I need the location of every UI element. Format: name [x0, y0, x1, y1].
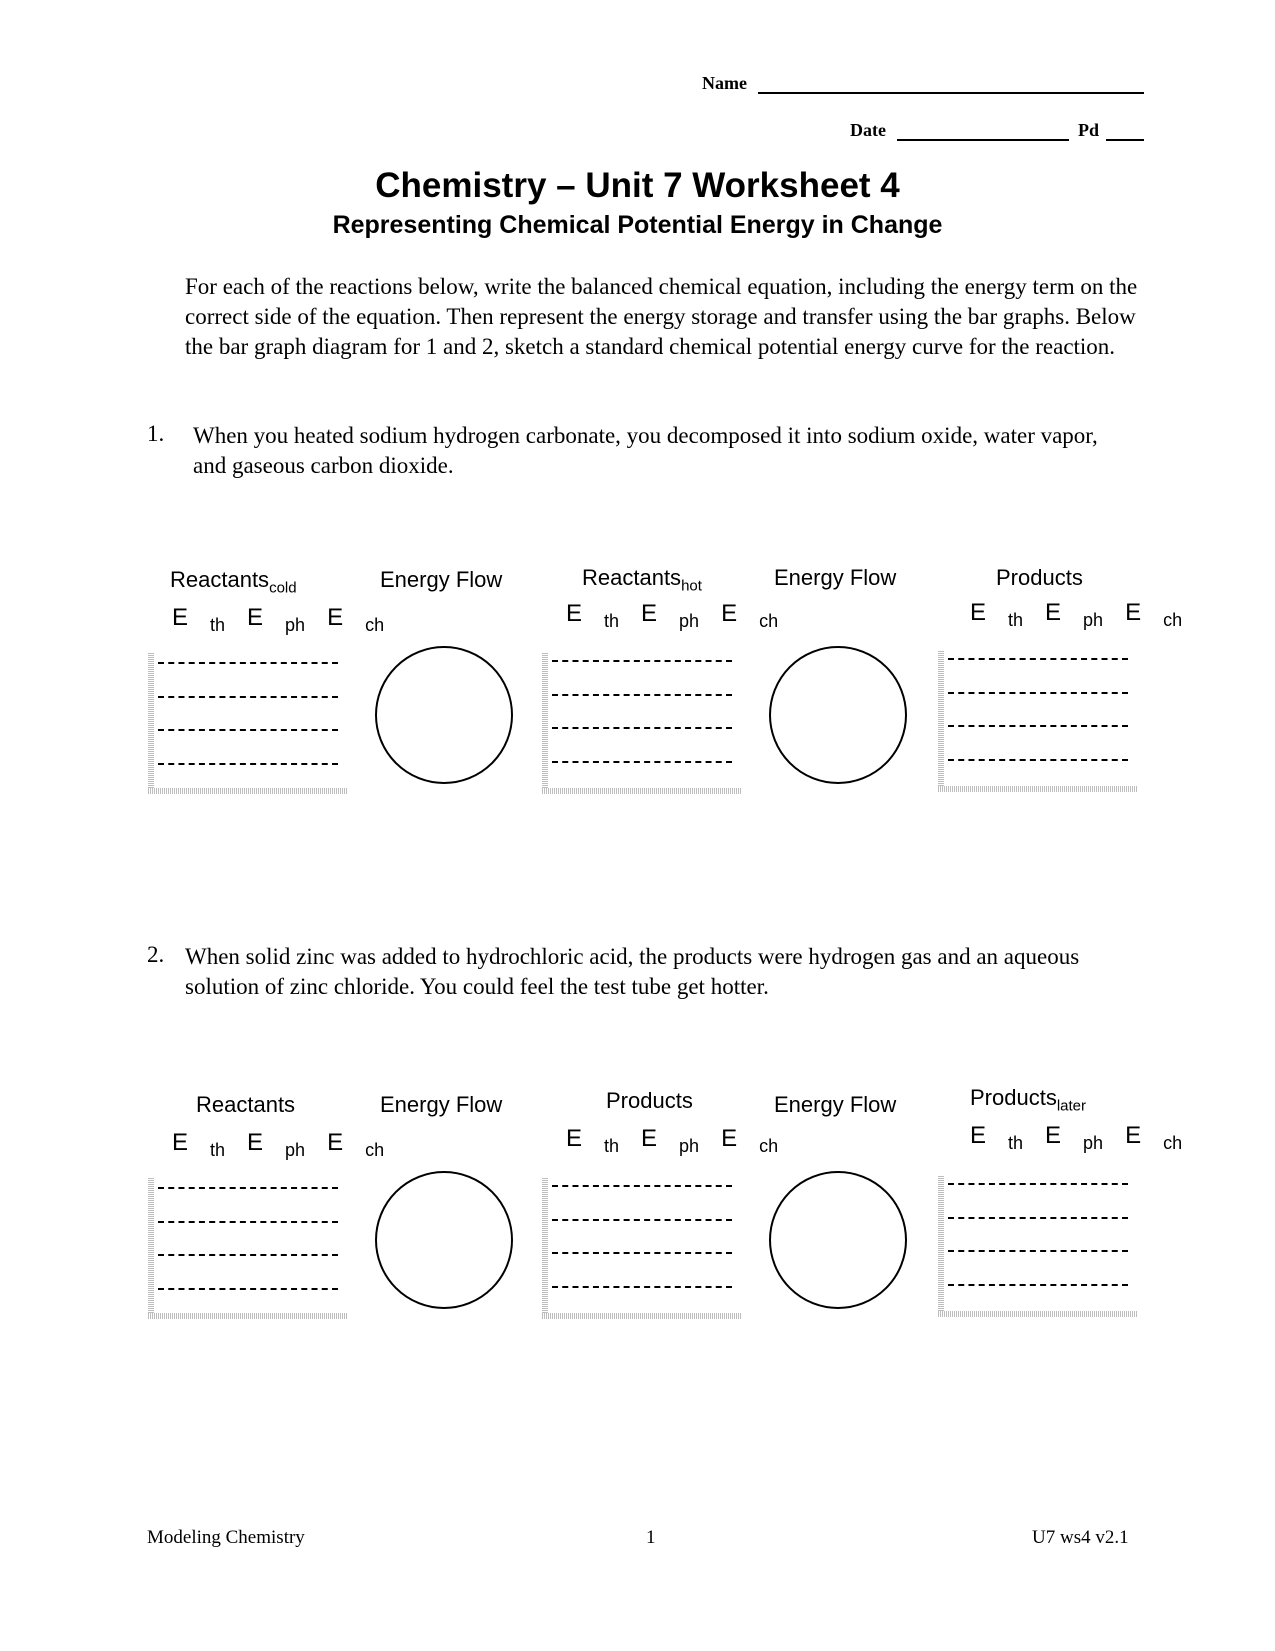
- graph-gridline: [158, 696, 338, 698]
- graph-gridline: [948, 1183, 1128, 1185]
- energy-labels: [172, 1129, 406, 1161]
- graph-gridline: [552, 1252, 732, 1254]
- graph-gridline: [552, 660, 732, 662]
- energy-bar-graph[interactable]: [542, 1177, 742, 1319]
- instructions: For each of the reactions below, write the balanced chemical equation, including the energy term on the correct side of the equation. Then represent the energy storage and transfer using the bar graphs. Below the bar graph diagram for 1 and 2, sketch a standard chemical potential energy curve for the reaction.: [185, 274, 1138, 359]
- eph-label: E $_{ph}$: [247, 604, 306, 635]
- eph-label: E $_{ph}$: [641, 1125, 700, 1156]
- graph-gridline: [158, 729, 338, 731]
- energy-bar-graph[interactable]: [938, 1175, 1138, 1317]
- graph-y-axis: [148, 1177, 154, 1319]
- eth-label: E $_{th}$: [970, 1122, 1024, 1153]
- energy-flow-circle[interactable]: [375, 646, 513, 784]
- energy-labels: [172, 604, 406, 636]
- graph-x-axis: [542, 1313, 742, 1319]
- eph-label: E $_{ph}$: [247, 1129, 306, 1160]
- energy-flow-label: Energy Flow: [774, 1092, 897, 1117]
- graph-gridline: [948, 692, 1128, 694]
- eth-label: E $_{th}$: [172, 1129, 226, 1160]
- graph-gridline: [552, 694, 732, 696]
- ech-label: E $_{ch}$: [327, 1129, 385, 1160]
- graph-gridline: [948, 1284, 1128, 1286]
- graph-gridline: [948, 759, 1128, 761]
- energy-flow-label: Energy Flow: [774, 565, 897, 590]
- graph-x-axis: [542, 788, 742, 794]
- eph-label: E $_{ph}$: [641, 600, 700, 631]
- graph-gridline: [552, 761, 732, 763]
- page-subtitle: Representing Chemical Potential Energy in Change: [332, 211, 943, 239]
- graph-title: Reactants$_{cold}$: [170, 567, 297, 597]
- graph-gridline: [158, 1288, 338, 1290]
- date-label: Date: [850, 120, 886, 140]
- ech-label: E $_{ch}$: [721, 600, 779, 631]
- energy-flow-label: Energy Flow: [380, 1092, 503, 1117]
- graph-gridline: [158, 1187, 338, 1189]
- graph-y-axis: [542, 1177, 548, 1319]
- graph-title: Reactants: [196, 1092, 296, 1117]
- energy-bar-graph[interactable]: [148, 652, 348, 794]
- graph-y-axis: [938, 650, 944, 792]
- graph-gridline: [158, 1254, 338, 1256]
- footer-left: Modeling Chemistry: [147, 1527, 305, 1548]
- ech-label: E $_{ch}$: [327, 604, 385, 635]
- eth-label: E $_{th}$: [566, 600, 620, 631]
- eph-label: E $_{ph}$: [1045, 599, 1104, 630]
- graph-title: Reactants$_{hot}$: [582, 565, 702, 595]
- graph-gridline: [158, 1221, 338, 1223]
- name-field[interactable]: [758, 92, 1144, 94]
- eph-label: E $_{ph}$: [1045, 1122, 1104, 1153]
- graph-gridline: [948, 1217, 1128, 1219]
- energy-bar-graph[interactable]: [938, 650, 1138, 792]
- ech-label: E $_{ch}$: [1125, 1122, 1183, 1153]
- energy-bar-graph[interactable]: [148, 1177, 348, 1319]
- period-label: Pd: [1078, 120, 1100, 140]
- graph-x-axis: [148, 788, 348, 794]
- energy-flow-label: Energy Flow: [380, 567, 503, 592]
- eth-label: E $_{th}$: [970, 599, 1024, 630]
- graph-y-axis: [542, 652, 548, 794]
- graph-gridline: [948, 658, 1128, 660]
- graph-gridline: [948, 1250, 1128, 1252]
- question-2-number: 2.: [147, 942, 165, 967]
- energy-labels: [566, 600, 800, 632]
- graph-gridline: [552, 727, 732, 729]
- eth-label: E $_{th}$: [172, 604, 226, 635]
- graph-y-axis: [938, 1175, 944, 1317]
- energy-flow-circle[interactable]: [769, 646, 907, 784]
- graph-title: Products: [996, 565, 1083, 590]
- name-label: Name: [702, 73, 747, 93]
- page-title: Chemistry – Unit 7 Worksheet 4: [375, 166, 900, 205]
- energy-labels: [970, 1122, 1204, 1154]
- graph-title: Products$_{later}$: [970, 1085, 1087, 1115]
- graph-gridline: [552, 1286, 732, 1288]
- graph-x-axis: [148, 1313, 348, 1319]
- ech-label: E $_{ch}$: [1125, 599, 1183, 630]
- eth-label: E $_{th}$: [566, 1125, 620, 1156]
- energy-bar-graph[interactable]: [542, 652, 742, 794]
- graph-gridline: [158, 763, 338, 765]
- date-field[interactable]: [897, 139, 1069, 141]
- period-field[interactable]: [1106, 139, 1144, 141]
- question-2-text: When solid zinc was added to hydrochloric acid, the products were hydrogen gas and an aqueous solution of zinc chloride. You could feel the test tube get hotter.: [185, 944, 1080, 999]
- graph-gridline: [552, 1219, 732, 1221]
- graph-gridline: [158, 662, 338, 664]
- graph-gridline: [552, 1185, 732, 1187]
- question-1-number: 1.: [147, 421, 165, 446]
- energy-flow-circle[interactable]: [375, 1171, 513, 1309]
- graph-x-axis: [938, 1311, 1138, 1317]
- graph-gridline: [948, 725, 1128, 727]
- page-number: 1: [646, 1527, 656, 1548]
- energy-labels: [566, 1125, 800, 1157]
- graph-x-axis: [938, 786, 1138, 792]
- energy-flow-circle[interactable]: [769, 1171, 907, 1309]
- footer-right: U7 ws4 v2.1: [1032, 1527, 1129, 1548]
- energy-labels: [970, 599, 1204, 631]
- graph-title: Products: [606, 1088, 693, 1113]
- ech-label: E $_{ch}$: [721, 1125, 779, 1156]
- graph-y-axis: [148, 652, 154, 794]
- question-1-text: When you heated sodium hydrogen carbonate, you decomposed it into sodium oxide, water vapor, and gaseous carbon dioxide.: [193, 423, 1098, 478]
